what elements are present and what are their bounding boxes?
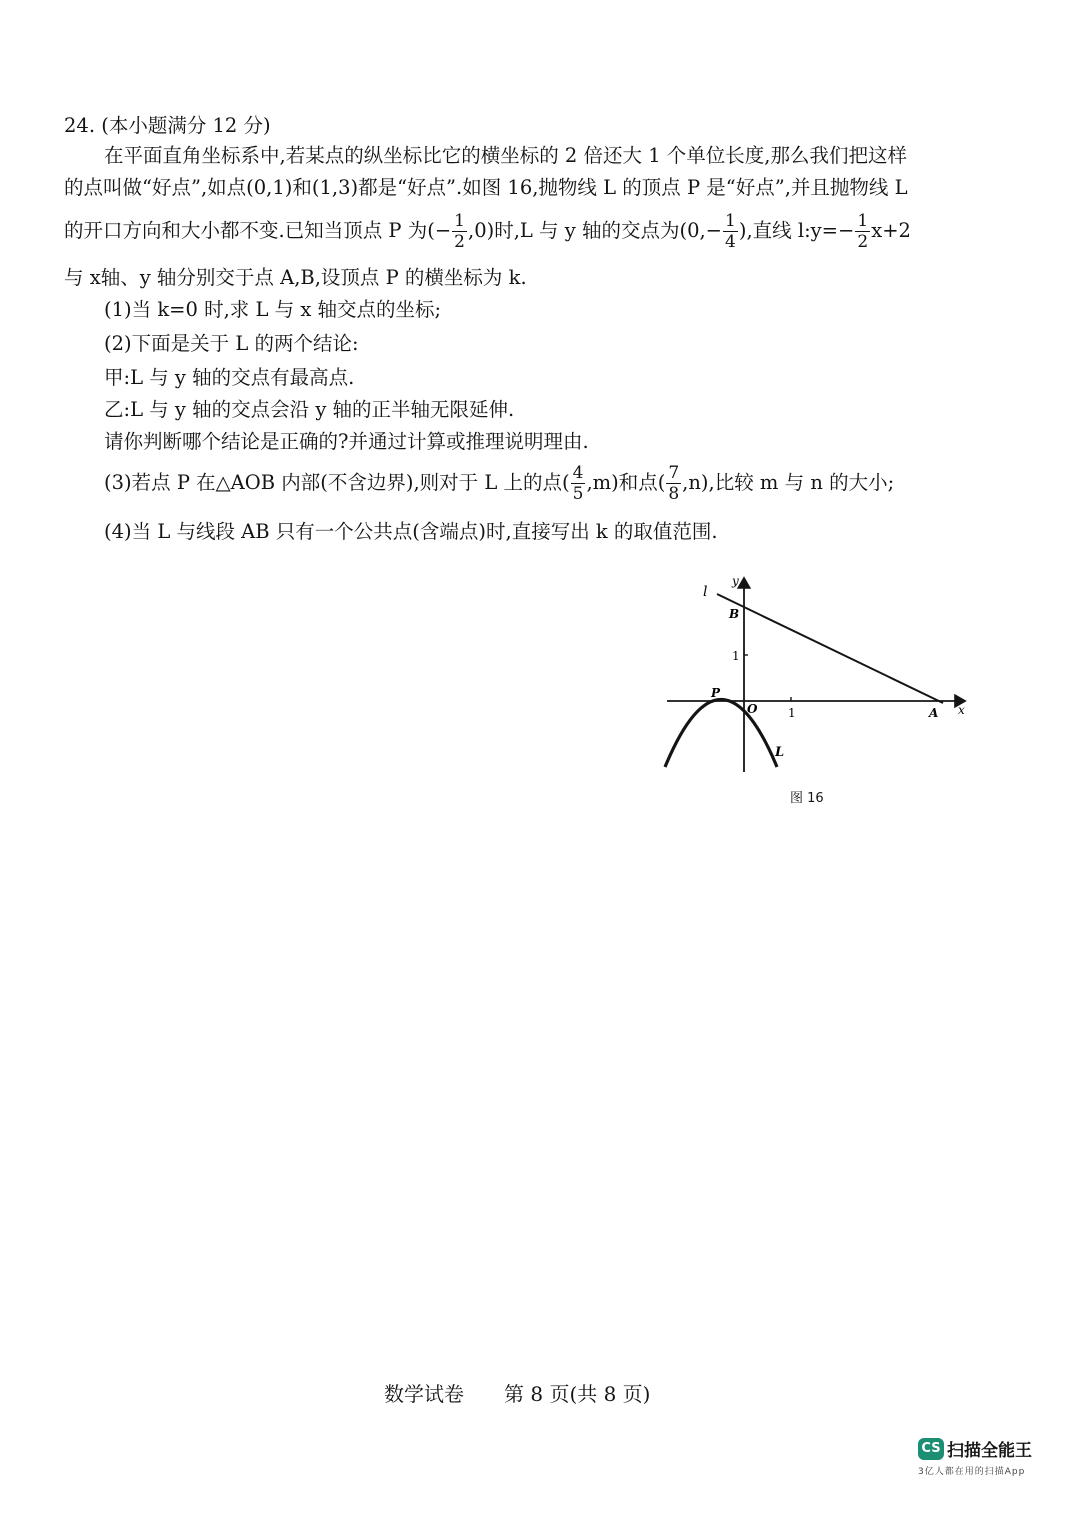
question-2: (2)下面是关于 L 的两个结论: [104,332,359,355]
fraction-one-half-line: $\frac{1}{2}$ [857,211,869,252]
text-segment: ,n),比较 m 与 n 的大小; [682,471,895,494]
figure-caption: 图 16 [790,791,824,806]
label-y: y [732,574,739,588]
watermark-subtitle: 3亿人都在用的扫描App [918,1467,1026,1477]
text-segment: ),直线 l:y=− [738,219,855,242]
text-segment: 的开口方向和大小都不变.已知当顶点 P 为(− [64,219,452,242]
label-O: O [747,702,758,716]
parabola-L [665,700,777,768]
label-l: l [703,584,708,600]
problem-paragraph-line-2: 的点叫做“好点”,如点(0,1)和(1,3)都是“好点”.如图 16,抛物线 L 的顶点 P 是“好点”,并且抛物线 L [64,176,908,199]
text-segment: (3)若点 P 在△AOB 内部(不含边界),则对于 L 上的点( [104,471,570,494]
question-1: (1)当 k=0 时,求 L 与 x 轴交点的坐标; [104,298,442,321]
label-x: x [958,703,965,717]
label-B: B [729,607,740,621]
conclusion-yi: 乙:L 与 y 轴的交点会沿 y 轴的正半轴无限延伸. [104,398,515,421]
problem-paragraph-line-3 [64,208,911,254]
fraction-seven-eighths: $\frac{7}{8}$ [668,463,680,504]
scanner-watermark [918,1436,1032,1477]
label-one-x: 1 [788,706,796,720]
question-4: (4)当 L 与线段 AB 只有一个公共点(含端点)时,直接写出 k 的取值范围. [104,520,718,543]
fraction-four-fifths: $\frac{4}{5}$ [572,463,584,504]
problem-paragraph-line-1: 在平面直角坐标系中,若某点的纵坐标比它的横坐标的 2 倍还大 1 个单位长度,那么我们把这样 [104,144,908,167]
label-one-y: 1 [732,649,740,663]
cs-logo-icon: CS [918,1438,944,1460]
question-2-ask: 请你判断哪个结论是正确的?并通过计算或推理说明理由. [104,430,589,453]
label-P: P [711,686,721,700]
fraction-one-quarter: $\frac{1}{4}$ [725,211,736,252]
question-3 [104,460,894,506]
text-segment: x+2 [871,219,911,242]
line-l [717,594,943,703]
label-A: A [929,706,939,720]
watermark-name: 扫描全能王 [947,1441,1032,1461]
text-segment: ,m)和点( [586,471,666,494]
problem-paragraph-line-4: 与 x轴、y 轴分别交于点 A,B,设顶点 P 的横坐标为 k. [64,266,527,289]
figure-16 [655,572,975,782]
label-L: L [775,745,785,760]
text-segment: ,0)时,L 与 y 轴的交点为(0,− [468,219,723,242]
conclusion-jia: 甲:L 与 y 轴的交点有最高点. [104,366,355,389]
fraction-one-half: $\frac{1}{2}$ [454,211,465,252]
problem-heading: 24. (本小题满分 12 分) [64,114,271,137]
page-footer: 数学试卷 第 8 页(共 8 页) [384,1382,651,1406]
